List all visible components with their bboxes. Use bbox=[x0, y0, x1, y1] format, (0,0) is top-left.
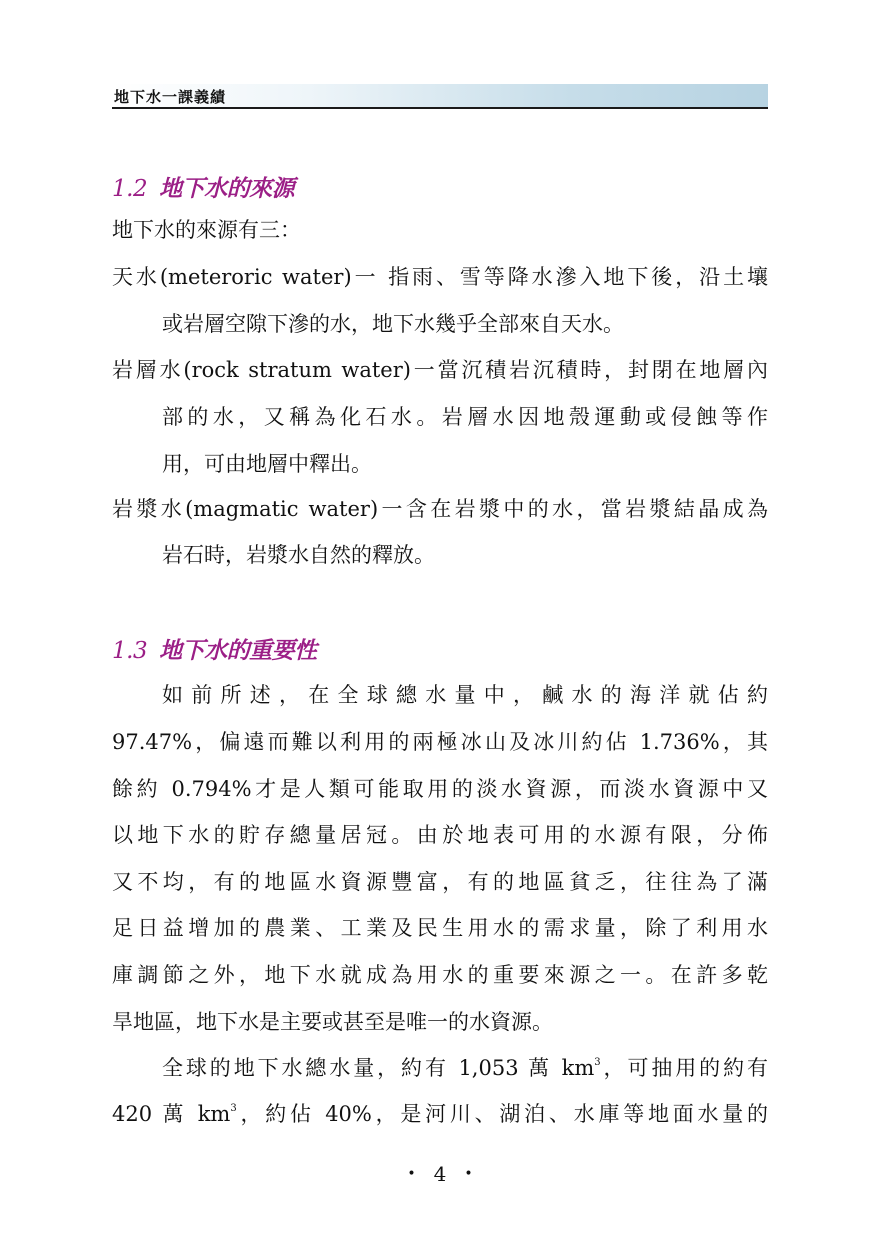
paragraph-line: 部的水，又稱為化石水。岩層水因地殼運動或侵蝕等作 bbox=[162, 405, 768, 429]
paragraph-line: 或岩層空隙下滲的水，地下水幾乎全部來自天水。 bbox=[162, 312, 624, 336]
bullet-icon: • bbox=[407, 1166, 416, 1182]
text-run: ，可抽用的約有 bbox=[600, 1056, 768, 1080]
paragraph-line bbox=[112, 1099, 768, 1129]
paragraph-line: 岩石時，岩漿水自然的釋放。 bbox=[162, 543, 435, 567]
paragraph-line: 以地下水的貯存總量居冠。由於地表可用的水源有限，分佈 bbox=[112, 823, 768, 847]
section-number: 1.2 bbox=[112, 176, 148, 202]
text-run: ，約佔 40%，是河川、湖泊、水庫等地面水量的 bbox=[236, 1102, 768, 1126]
section-1-2-heading bbox=[112, 170, 294, 203]
superscript: 3 bbox=[230, 1103, 237, 1114]
page-number: 4 bbox=[433, 1162, 447, 1186]
running-header bbox=[112, 84, 768, 109]
paragraph-line: 地下水的來源有三： bbox=[112, 218, 301, 242]
paragraph-line: 如前所述，在全球總水量中，鹹水的海洋就佔約 bbox=[162, 683, 768, 707]
bullet-icon: • bbox=[464, 1166, 473, 1182]
paragraph-line: 庫調節之外，地下水就成為用水的重要來源之一。在許多乾 bbox=[112, 963, 768, 987]
paragraph-line: 岩漿水(magmatic water)一含在岩漿中的水，當岩漿結晶成為 bbox=[112, 497, 768, 521]
section-number: 1.3 bbox=[112, 638, 148, 664]
paragraph-line: 旱地區，地下水是主要或甚至是唯一的水資源。 bbox=[112, 1010, 553, 1034]
paragraph-line: 足日益增加的農業、工業及民生用水的需求量，除了利用水 bbox=[112, 916, 768, 940]
paragraph-line: 用，可由地層中釋出。 bbox=[162, 452, 372, 476]
paragraph-line: 岩層水(rock stratum water)一當沉積岩沉積時，封閉在地層內 bbox=[112, 358, 768, 382]
paragraph-line: 餘約 0.794%才是人類可能取用的淡水資源，而淡水資源中又 bbox=[112, 777, 768, 801]
paragraph-line bbox=[162, 1053, 768, 1083]
paragraph-line: 97.47%，偏遠而難以利用的兩極冰山及冰川約佔 1.736%，其 bbox=[112, 730, 768, 754]
section-1-3-heading bbox=[112, 632, 317, 665]
header-title: 地下水一課義績 bbox=[114, 88, 227, 106]
text-run: 420 萬 km bbox=[112, 1102, 231, 1126]
paragraph-line: 又不均，有的地區水資源豐富，有的地區貧乏，往往為了滿 bbox=[112, 870, 768, 894]
paragraph-line: 天水(meteroric water)一 指雨、雪等降水滲入地下後，沿土壤 bbox=[112, 265, 768, 289]
section-title: 地下水的重要性 bbox=[159, 637, 317, 664]
section-title: 地下水的來源 bbox=[159, 175, 295, 202]
page-footer bbox=[0, 1162, 880, 1186]
superscript: 3 bbox=[594, 1057, 601, 1068]
text-run: 全球的地下水總水量，約有 1,053 萬 km bbox=[162, 1056, 595, 1080]
